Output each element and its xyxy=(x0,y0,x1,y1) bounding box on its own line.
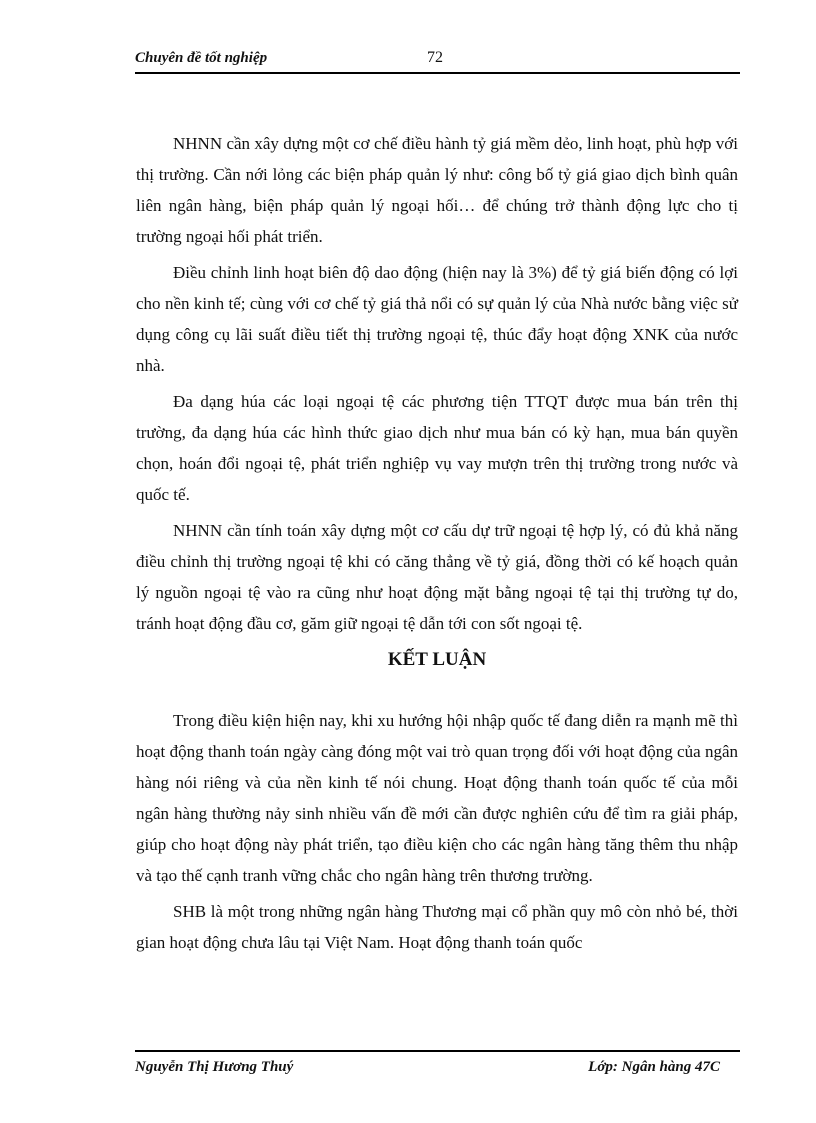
page-header xyxy=(135,46,740,74)
paragraph: NHNN cần xây dựng một cơ chế điều hành tỷ giá mềm dẻo, linh hoạt, phù hợp với thị trường. Cần nới lỏng các biện pháp quản lý như: công bố tỷ giá giao dịch bình quân liên ngân hàng, biện pháp quản lý ngoại hối… để chúng trở thành động lực cho tị trường ngoại hối phát triển. xyxy=(136,134,738,246)
paragraph: NHNN cần tính toán xây dựng một cơ cấu dự trữ ngoại tệ hợp lý, có đủ khả năng điều chỉnh thị trường ngoại tệ khi có căng thẳng về tỷ giá, đồng thời có kế hoạch quản lý nguồn ngoại tệ vào ra cũng như hoạt động mặt bằng ngoại tệ tại thị trường tự do, tránh hoạt động đầu cơ, găm giữ ngoại tệ dẫn tới con sốt ngoại tệ. xyxy=(136,521,738,633)
page-number: 72 xyxy=(427,49,443,66)
paragraph: Trong điều kiện hiện nay, khi xu hướng hội nhập quốc tế đang diễn ra mạnh mẽ thì hoạt động thanh toán ngày càng đóng một vai trò quan trọng đối với hoạt động của ngân hàng nói riêng và của nền kinh tế nói chung. Hoạt động thanh toán quốc tế của mỗi ngân hàng thường nảy sinh nhiều vấn đề mới cần được nghiên cứu để tìm ra giải pháp, giúp cho hoạt động này phát triển, tạo điều kiện cho các ngân hàng tăng thêm thu nhập và tạo thế cạnh tranh vững chắc cho ngân hàng trên thương trường. xyxy=(136,711,738,885)
document-body xyxy=(136,128,738,963)
section-heading: KẾT LUẬN xyxy=(387,649,487,670)
author-name: Nguyễn Thị Hương Thuý xyxy=(135,1059,294,1075)
page-footer xyxy=(135,1050,740,1076)
document-title: Chuyên đề tốt nghiệp xyxy=(135,50,268,66)
class-name: Lớp: Ngân hàng 47C xyxy=(588,1059,720,1075)
paragraph: Đa dạng húa các loại ngoại tệ các phương tiện TTQT được mua bán trên thị trường, đa dạng húa các hình thức giao dịch như mua bán có kỳ hạn, mua bán quyền chọn, hoán đổi ngoại tệ, phát triển nghiệp vụ vay mượn trên thị trường trong nước và quốc tế. xyxy=(136,392,738,504)
paragraph: SHB là một trong những ngân hàng Thương mại cổ phần quy mô còn nhỏ bé, thời gian hoạt động chưa lâu tại Việt Nam. Hoạt động thanh toán quốc xyxy=(136,902,738,952)
paragraph: Điều chỉnh linh hoạt biên độ dao động (hiện nay là 3%) để tỷ giá biến động có lợi cho nền kinh tế; cùng với cơ chế tỷ giá thả nổi có sự quản lý của Nhà nước bằng việc sử dụng công cụ lãi suất điều tiết thị trường ngoại tệ, thúc đẩy hoạt động XNK của nước nhà. xyxy=(136,263,738,375)
